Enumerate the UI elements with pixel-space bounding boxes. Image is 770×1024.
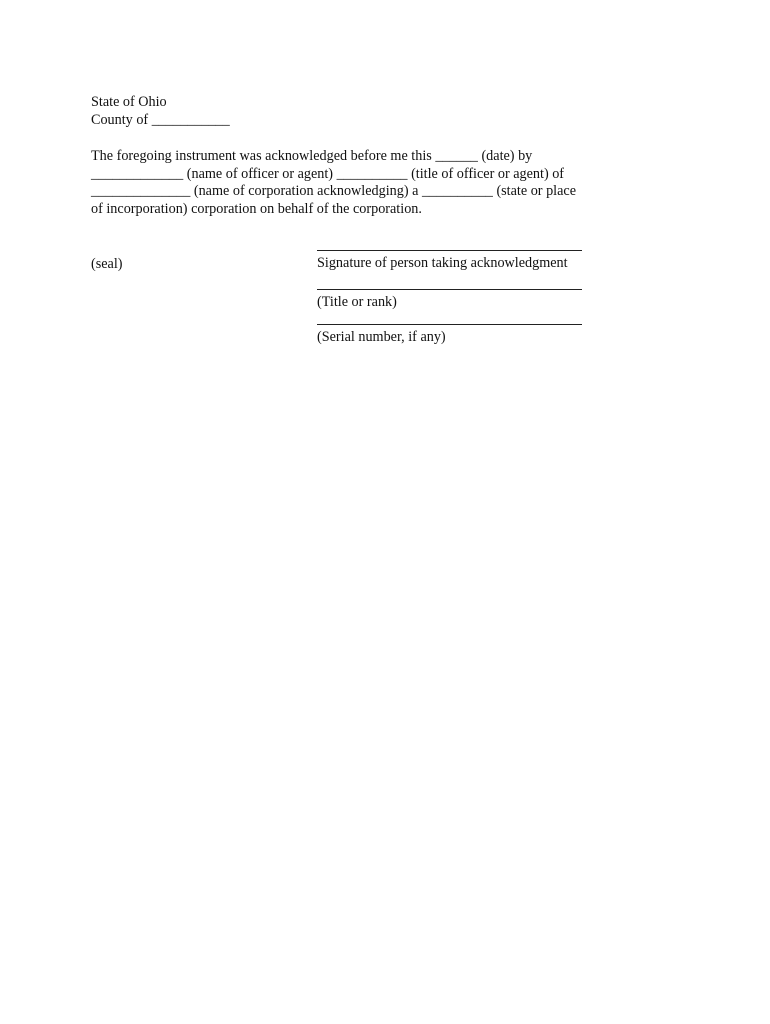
- venue-header: [91, 94, 230, 129]
- county-line: County of ___________: [91, 111, 230, 128]
- paragraph-line: _____________ (name of officer or agent) __________ (title of officer or agent) of: [91, 165, 565, 182]
- paragraph-line: ______________ (name of corporation acknowledging) a __________ (state or place: [91, 183, 577, 199]
- signature-label: Signature of person taking acknowledgment: [317, 255, 568, 271]
- title-field: [317, 289, 582, 312]
- signature-field: [317, 250, 582, 273]
- serial-number-label: (Serial number, if any): [317, 329, 446, 345]
- paragraph-line: The foregoing instrument was acknowledged before me this ______ (date) by: [91, 148, 533, 164]
- state-line: State of Ohio: [91, 94, 167, 110]
- title-label: (Title or rank): [317, 294, 397, 310]
- seal-label: (seal): [91, 256, 123, 272]
- paragraph-line: of incorporation) corporation on behalf of the corporation.: [91, 200, 422, 217]
- acknowledgment-paragraph: [91, 148, 651, 218]
- serial-number-field: [317, 324, 582, 347]
